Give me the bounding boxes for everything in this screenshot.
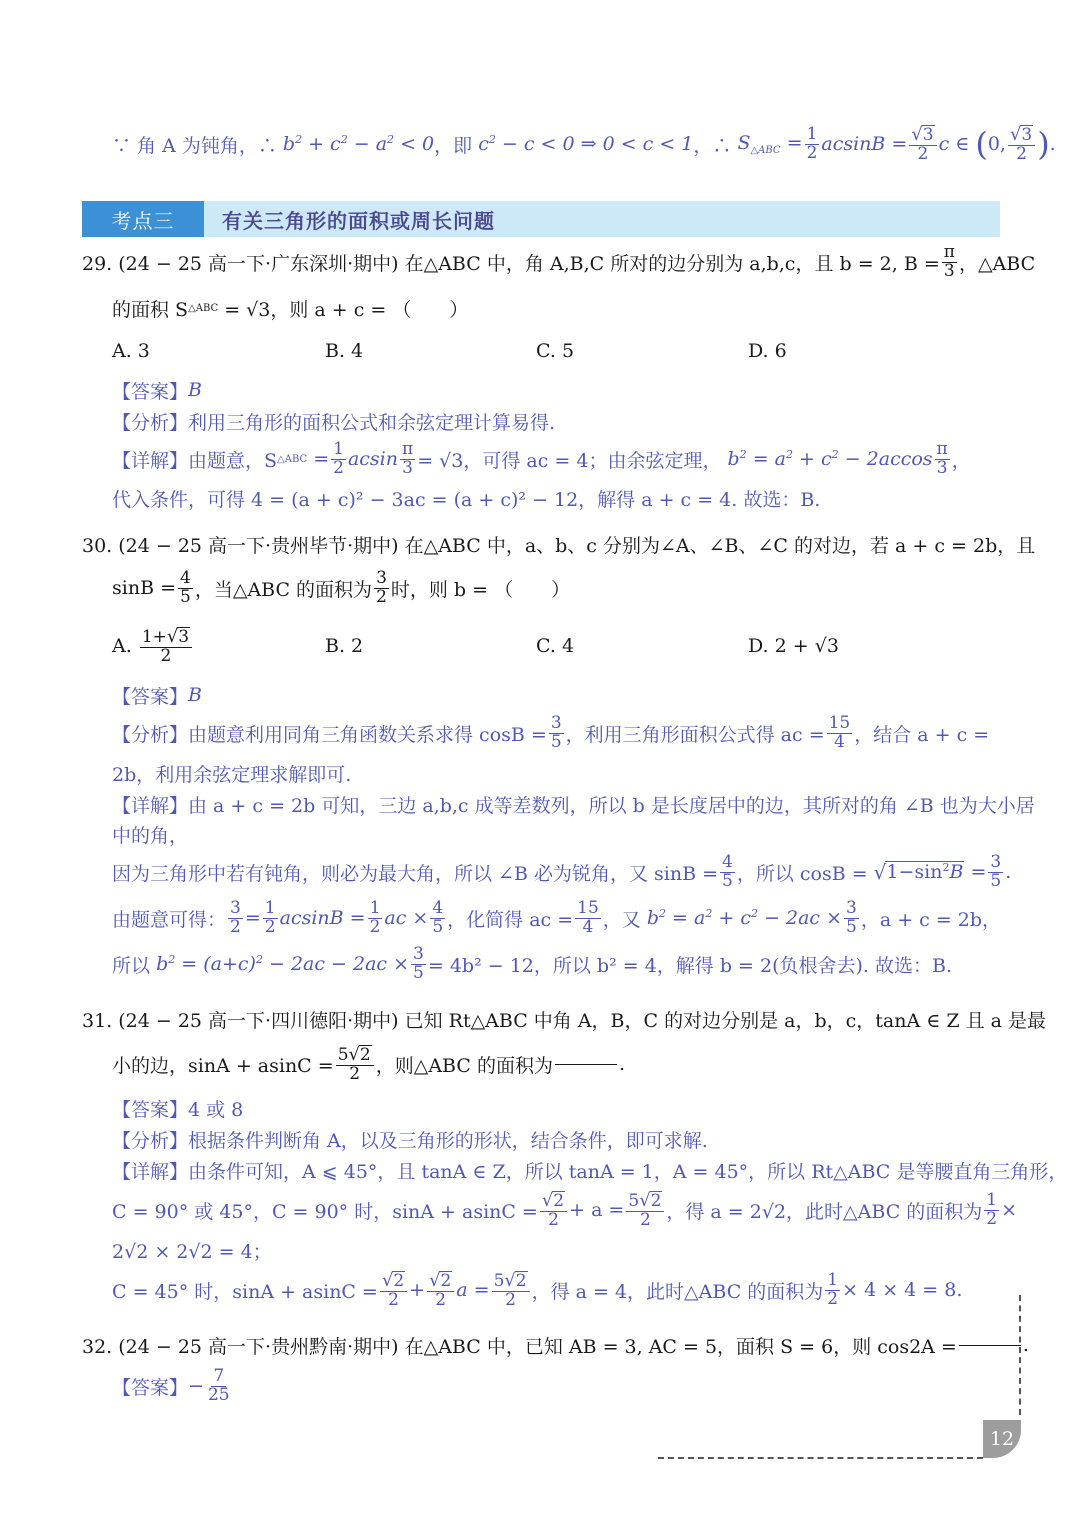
section-title: 有关三角形的面积或周长问题 — [222, 208, 495, 233]
page-number: 12 — [983, 1420, 1021, 1458]
page-border-dash-vertical — [1019, 1295, 1021, 1415]
q32-blank[interactable] — [959, 1345, 1021, 1346]
section-tag: 考点三 — [82, 201, 204, 237]
section-header — [82, 201, 1000, 237]
page-border-dash-horizontal — [658, 1457, 983, 1459]
q31-blank[interactable] — [555, 1064, 617, 1065]
